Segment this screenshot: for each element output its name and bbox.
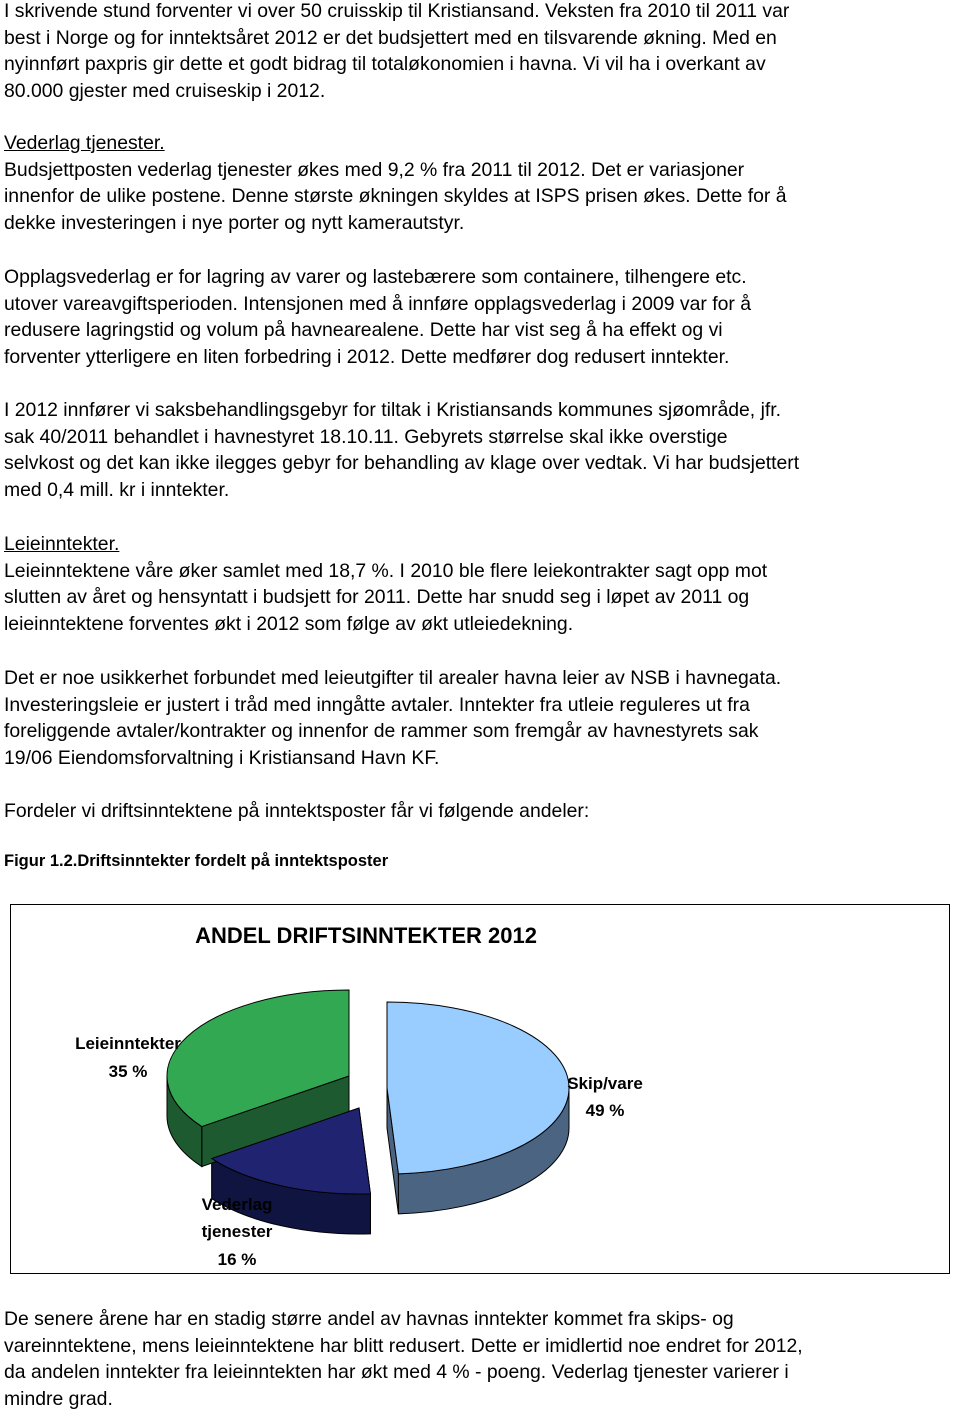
pie-chart-frame — [10, 904, 950, 1274]
text-line: mindre grad. — [4, 1387, 113, 1410]
slice-label-name: Vederlag — [201, 1195, 273, 1214]
text-line: leieinntektene forventes økt i 2012 som følge av økt utleiedekning. — [4, 612, 574, 635]
text-line: De senere årene har en stadig større andel av havnas inntekter kommet fra skips- og — [4, 1308, 734, 1330]
text-line: 80.000 gjester med cruiseskip i 2012. — [4, 79, 326, 102]
figure-caption: Figur 1.2.Driftsinntekter fordelt på inntektsposter — [4, 852, 389, 870]
slice-label-value: 35 % — [108, 1062, 148, 1081]
section-leie — [4, 531, 767, 637]
label-leieinntekter — [75, 1034, 181, 1081]
heading-leie: Leieinntekter. — [4, 533, 120, 555]
paragraph-opplag — [4, 264, 751, 370]
slice-label-value: 16 % — [217, 1250, 257, 1269]
text-line: innenfor de ulike postene. Denne største økningen skyldes at ISPS prisen økes. Dette for å — [4, 185, 787, 208]
text-line: Investeringsleie er justert i tråd med inngåtte avtaler. Inntekter fra utleie reguleres ut fra — [4, 693, 750, 716]
text-line: redusere lagringstid og volum på havnearealene. Dette har vist seg å ha effekt og vi — [4, 319, 723, 342]
pie-chart — [11, 905, 951, 1275]
paragraph-nsb — [4, 665, 781, 771]
text-line: sak 40/2011 behandlet i havnestyret 18.10.11. Gebyrets størrelse skal ikke overstige — [4, 425, 728, 448]
text-line: I 2012 innfører vi saksbehandlingsgebyr for tiltak i Kristiansands kommunes sjøområde, jfr. — [4, 399, 782, 421]
text-line: I skrivende stund forventer vi over 50 cruisskip til Kristiansand. Veksten fra 2010 til 2011 var — [4, 0, 790, 22]
text-line: Det er noe usikkerhet forbundet med leieutgifter til arealer havna leier av NSB i havnegata. — [4, 667, 782, 689]
chart-title: ANDEL DRIFTSINNTEKTER 2012 — [195, 923, 537, 948]
label-vederlag-tjenester — [202, 1195, 273, 1269]
paragraph-cruise — [4, 0, 789, 104]
section-vederlag — [4, 130, 787, 236]
text-line: utover vareavgiftsperioden. Intensjonen med å innføre opplagsvederlag i 2009 var for å — [4, 292, 751, 315]
slice-label-name: Skip/vare — [567, 1074, 643, 1093]
text-line: foreliggende avtaler/kontrakter og innenfor de rammer som fremgår av havnestyrets sak — [4, 720, 759, 743]
text-line: 19/06 Eiendomsforvaltning i Kristiansand Havn KF. — [4, 746, 440, 769]
figure-caption-wrap — [4, 851, 388, 871]
text-line: Fordeler vi driftsinntektene på inntektsposter får vi følgende andeler: — [4, 800, 590, 822]
slice-label-name: tjenester — [201, 1222, 273, 1241]
text-line: nyinnført paxpris gir dette et godt bidrag til totaløkonomien i havna. Vi vil ha i overkant av — [4, 53, 766, 76]
text-line: vareinntektene, mens leieinntektene har blitt redusert. Dette er imidlertid noe endret for 2012, — [4, 1334, 803, 1357]
text-line: Budsjettposten vederlag tjenester økes med 9,2 % fra 2011 til 2012. Det er variasjoner — [4, 158, 745, 181]
paragraph-gebyr — [4, 397, 799, 503]
slice-label-name: Leieinntekter — [75, 1034, 181, 1053]
text-line: forventer ytterligere en liten forbedring i 2012. Dette medfører dog redusert inntekter. — [4, 345, 730, 368]
slice-label-value: 49 % — [585, 1101, 625, 1120]
text-line: best i Norge og for inntektsåret 2012 er det budsjettert med en tilsvarende økning. Med en — [4, 26, 777, 49]
text-line: selvkost og det kan ikke ilegges gebyr for behandling av klage over vedtak. Vi har budsjettert — [4, 452, 800, 475]
text-line: med 0,4 mill. kr i inntekter. — [4, 478, 230, 501]
text-line: Opplagsvederlag er for lagring av varer og lastebærere som containere, tilhengere etc. — [4, 266, 747, 288]
heading-vederlag: Vederlag tjenester. — [4, 132, 165, 154]
text-line: slutten av året og hensyntatt i budsjett for 2011. Dette har snudd seg i løpet av 2011 og — [4, 586, 750, 609]
text-line: da andelen inntekter fra leieinntekten har økt med 4 % - poeng. Vederlag tjenester varierer i — [4, 1361, 789, 1384]
label-skip-vare — [567, 1074, 643, 1120]
paragraph-andel — [4, 1306, 803, 1412]
text-line: Leieinntektene våre øker samlet med 18,7 %. I 2010 ble flere leiekontrakter sagt opp mot — [4, 559, 768, 582]
paragraph-fordeling — [4, 798, 589, 825]
text-line: dekke investeringen i nye porter og nytt kamerautstyr. — [4, 211, 465, 234]
